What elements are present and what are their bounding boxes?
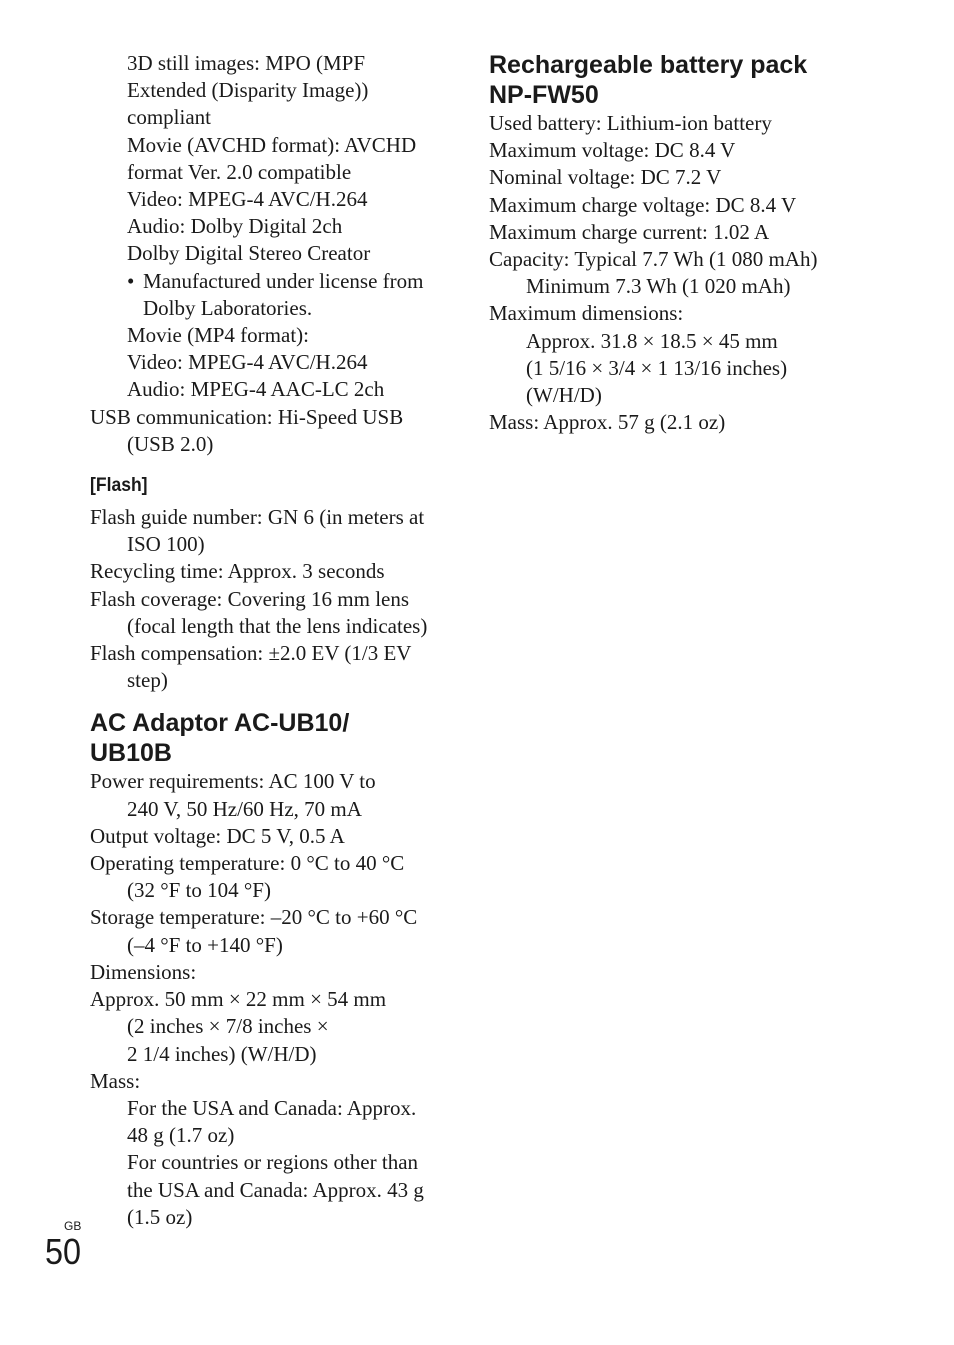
spec-line: Flash coverage: Covering 16 mm lens	[90, 586, 410, 611]
heading-line: NP-FW50	[489, 81, 599, 109]
spec-line: Flash guide number: GN 6 (in meters at	[90, 505, 425, 530]
spec-line: (32 °F to 104 °F)	[127, 878, 271, 903]
spec-line: format Ver. 2.0 compatible	[127, 159, 352, 184]
spec-line: (W/H/D)	[526, 383, 602, 408]
spec-line: Video: MPEG-4 AVC/H.264	[127, 350, 368, 375]
spec-line: Used battery: Lithium-ion battery	[489, 111, 772, 135]
spec-line: (1.5 oz)	[127, 1204, 193, 1229]
spec-line: (focal length that the lens indicates)	[127, 613, 428, 638]
spec-line: (USB 2.0)	[127, 431, 214, 456]
flash-heading: [Flash]	[90, 474, 148, 497]
battery-heading	[489, 50, 859, 110]
spec-line: Mass:	[90, 1068, 141, 1093]
spec-line: 2 1/4 inches) (W/H/D)	[127, 1041, 317, 1066]
spec-line: Maximum voltage: DC 8.4 V	[489, 138, 736, 163]
spec-line: Approx. 50 mm × 22 mm × 54 mm	[90, 987, 387, 1012]
bullet-text: Manufactured under license from	[143, 268, 424, 293]
spec-line: Operating temperature: 0 °C to 40 °C	[90, 851, 405, 876]
spec-line: Mass: Approx. 57 g (2.1 oz)	[489, 410, 726, 435]
spec-line: For the USA and Canada: Approx.	[127, 1095, 417, 1120]
spec-line: (2 inches × 7/8 inches ×	[127, 1014, 329, 1039]
region-code: GB	[64, 1219, 82, 1233]
spec-line: Power requirements: AC 100 V to	[90, 769, 376, 794]
spec-line: Audio: Dolby Digital 2ch	[127, 214, 343, 239]
spec-line: Audio: MPEG-4 AAC-LC 2ch	[127, 377, 385, 402]
spec-line: Recycling time: Approx. 3 seconds	[90, 559, 385, 584]
spec-line: ISO 100)	[127, 532, 205, 557]
spec-line: Output voltage: DC 5 V, 0.5 A	[90, 823, 345, 848]
spec-line: Maximum charge current: 1.02 A	[489, 219, 770, 244]
spec-line: Maximum charge voltage: DC 8.4 V	[489, 192, 797, 217]
spec-line: Maximum dimensions:	[489, 301, 684, 326]
spec-line: 3D still images: MPO (MPF	[127, 51, 366, 75]
page-number: 50	[45, 1231, 82, 1272]
spec-line: compliant	[127, 105, 211, 130]
spec-line: Movie (AVCHD format): AVCHD	[127, 132, 417, 157]
spec-line: 48 g (1.7 oz)	[127, 1123, 235, 1148]
spec-line: Flash compensation: ±2.0 EV (1/3 EV	[90, 641, 412, 666]
spec-line: For countries or regions other than	[127, 1150, 419, 1175]
spec-line: Extended (Disparity Image))	[127, 78, 369, 103]
spec-line: Dimensions:	[90, 959, 197, 984]
spec-line: Approx. 31.8 × 18.5 × 45 mm	[526, 328, 778, 353]
spec-line: Dolby Digital Stereo Creator	[127, 241, 371, 266]
spec-line: (1 5/16 × 3/4 × 1 13/16 inches)	[526, 355, 788, 380]
spec-line: 240 V, 50 Hz/60 Hz, 70 mA	[127, 796, 362, 821]
spec-line: step)	[127, 668, 168, 693]
bullet-item	[90, 268, 455, 295]
heading-line: UB10B	[90, 739, 172, 768]
spec-line: Nominal voltage: DC 7.2 V	[489, 165, 722, 190]
bullet-mark: •	[127, 268, 135, 293]
right-column	[489, 50, 859, 436]
spec-line: Minimum 7.3 Wh (1 020 mAh)	[526, 274, 791, 299]
spec-line: Movie (MP4 format):	[127, 323, 309, 348]
spec-line: the USA and Canada: Approx. 43 g	[127, 1177, 424, 1202]
spec-line: (–4 °F to +140 °F)	[127, 932, 283, 957]
left-column	[90, 50, 455, 1231]
heading-line: AC Adaptor AC-UB10/	[90, 709, 350, 738]
bullet-text-continued: Dolby Laboratories.	[143, 295, 313, 320]
spec-line: Capacity: Typical 7.7 Wh (1 080 mAh)	[489, 247, 818, 272]
heading-line: Rechargeable battery pack	[489, 51, 808, 79]
spec-line: Video: MPEG-4 AVC/H.264	[127, 187, 368, 212]
ac-adaptor-heading	[90, 708, 455, 768]
spec-line: USB communication: Hi-Speed USB	[90, 404, 404, 429]
spec-line: Storage temperature: –20 °C to +60 °C	[90, 905, 418, 930]
